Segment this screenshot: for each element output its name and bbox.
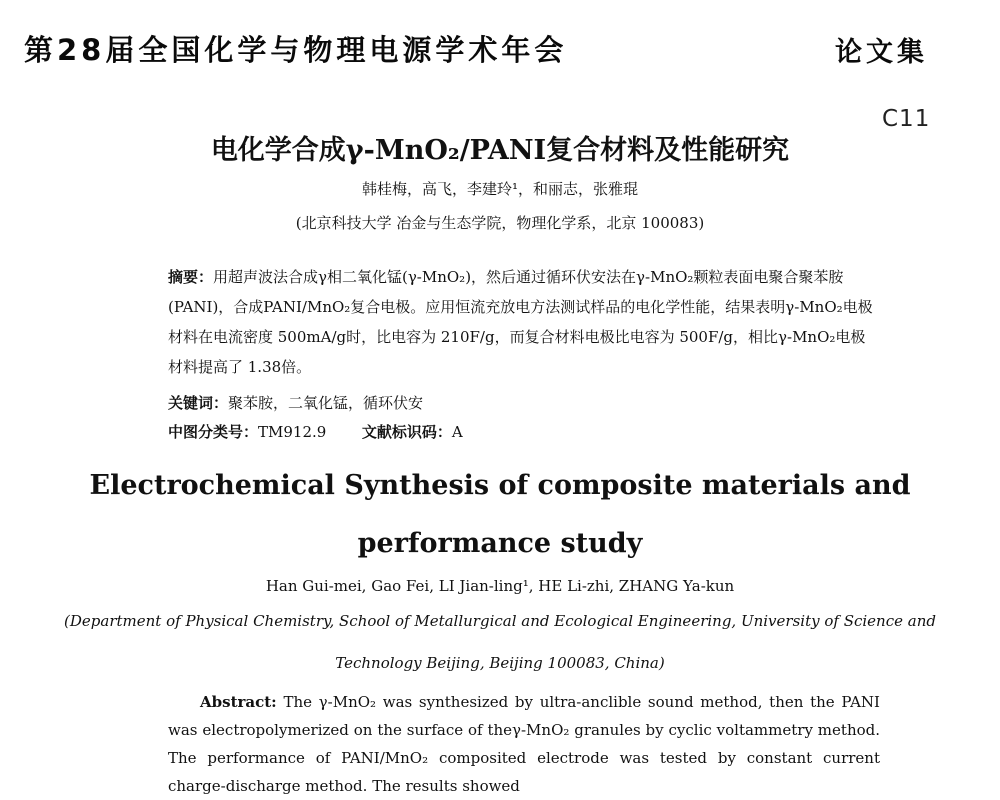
chinese-abstract: [168, 262, 880, 382]
chinese-affiliation: (北京科技大学 冶金与生态学院，物理化学系，北京 100083): [295, 214, 705, 232]
classification-label: 中图分类号：: [168, 423, 259, 441]
english-affiliation-line2: Technology Beijing, Beijing 100083, China): [335, 654, 665, 672]
english-authors: Han Gui-mei, Gao Fei, LI Jian-ling¹, HE Li-zhi, ZHANG Ya-kun: [265, 577, 735, 595]
conference-header: 第28届全国化学与物理电源学术年会: [24, 33, 568, 67]
classification-value: TM912.9: [258, 423, 327, 441]
chinese-keywords: [168, 392, 423, 413]
collection-label: 论文集: [835, 37, 928, 68]
english-title-line2: performance study: [357, 528, 643, 559]
english-abstract: [168, 688, 880, 800]
doc-code-value: A: [451, 423, 463, 441]
classification-line: [168, 421, 463, 442]
keywords-value: 聚苯胺，二氧化锰，循环伏安: [228, 394, 424, 412]
chinese-title: 电化学合成γ-MnO₂/PANI复合材料及性能研究: [210, 135, 790, 166]
chinese-authors: 韩桂梅，高飞，李建玲¹，和丽志，张雅琨: [361, 180, 638, 198]
paper-code: C11: [882, 106, 931, 132]
english-abstract-text: The γ-MnO₂ was synthesized by ultra-anclible sound method, then the PANI was electropolymerized on the surface of theγ-MnO₂ granules by cyclic voltammetry method. The performance of PANI/MnO₂ composited electrode was tested by constant current charge-discharge method. The results showed: [168, 693, 880, 795]
english-abstract-label: Abstract:: [200, 693, 277, 711]
english-title-line1: Electrochemical Synthesis of composite materials and: [89, 470, 911, 501]
doc-code-label: 文献标识码：: [361, 423, 452, 441]
keywords-label: 关键词：: [168, 394, 229, 412]
chinese-abstract-label: 摘要：: [168, 268, 214, 286]
english-affiliation-line1: (Department of Physical Chemistry, School of Metallurgical and Ecological Engineering, University of Science and: [64, 612, 936, 630]
chinese-abstract-text: 用超声波法合成γ相二氧化锰(γ-MnO₂)，然后通过循环伏安法在γ-MnO₂颗粒表面电聚合聚苯胺(PANI)，合成PANI/MnO₂复合电极。应用恒流充放电方法测试样品的电化学性能，结果表明γ-MnO₂电极材料在电流密度 500mA/g时，比电容为 210F/g，而复合材料电极比电容为 500F/g，相比γ-MnO₂电极材料提高了 1.38倍。: [168, 268, 873, 376]
